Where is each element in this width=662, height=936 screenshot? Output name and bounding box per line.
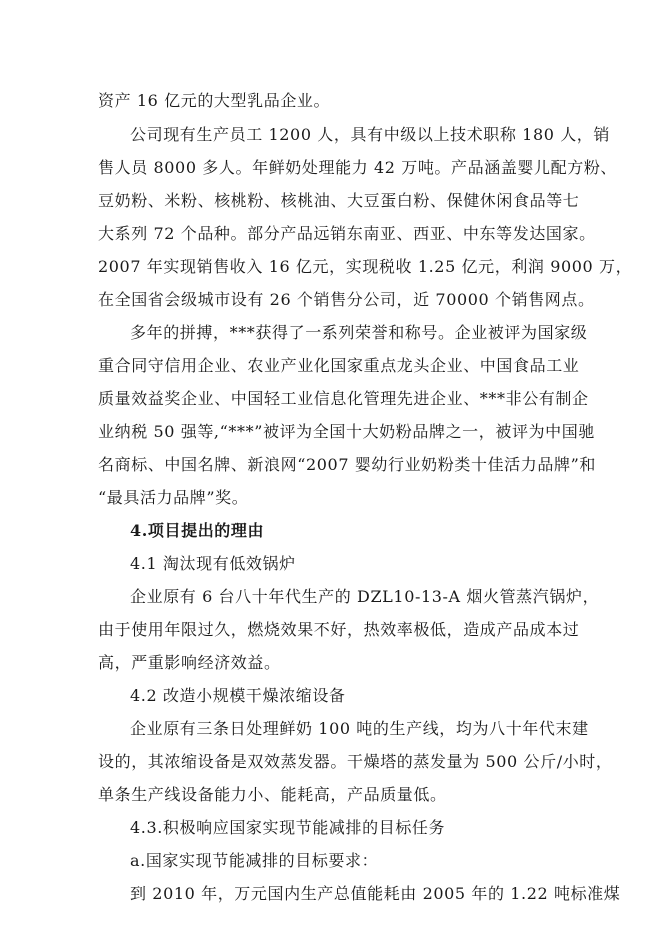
text-line: 重合同守信用企业、农业产业化国家重点龙头企业、中国食品工业 xyxy=(98,356,580,375)
text-line: 多年的拼搏，***获得了一系列荣誉和称号。企业被评为国家级 xyxy=(130,323,588,342)
text-line: “最具活力品牌”奖。 xyxy=(98,488,249,507)
subsection-heading: 4.1 淘汰现有低效锅炉 xyxy=(130,554,296,573)
text-line: 公司现有生产员工 1200 人，具有中级以上技术职称 180 人，销 xyxy=(130,125,611,144)
subsection-heading: 4.2 改造小规模干燥浓缩设备 xyxy=(130,686,346,705)
text-line: 企业原有 6 台八十年代生产的 DZL10-13-A 烟火管蒸汽锅炉， xyxy=(130,587,600,606)
section-heading: 4.项目提出的理由 xyxy=(130,521,265,540)
text-line: 2007 年实现销售收入 16 亿元，实现税收 1.25 亿元，利润 9000 万， xyxy=(98,257,633,276)
text-line: 资产 16 亿元的大型乳品企业。 xyxy=(98,91,331,110)
text-line: 设的，其浓缩设备是双效蒸发器。干燥塔的蒸发量为 500 公斤/小时， xyxy=(98,752,613,771)
text-line: 质量效益奖企业、中国轻工业信息化管理先进企业、***非公有制企 xyxy=(98,389,589,408)
text-line: 售人员 8000 多人。年鲜奶处理能力 42 万吨。产品涵盖婴儿配方粉、 xyxy=(98,158,618,177)
text-line: 由于使用年限过久，燃烧效果不好，热效率极低，造成产品成本过 xyxy=(98,620,580,639)
text-line: 大系列 72 个品种。部分产品远销东南亚、西亚、中东等发达国家。 xyxy=(98,224,596,243)
text-line: 名商标、中国名牌、新浪网“2007 婴幼行业奶粉类十佳活力品牌”和 xyxy=(98,455,596,474)
text-line: 企业原有三条日处理鲜奶 100 吨的生产线，均为八十年代末建 xyxy=(130,719,589,738)
text-line: 在全国省会级城市设有 26 个销售分公司，近 70000 个销售网点。 xyxy=(98,290,595,309)
subsection-heading: 4.3.积极响应国家实现节能减排的目标任务 xyxy=(130,818,446,837)
text-line: a.国家实现节能减排的目标要求： xyxy=(130,851,379,870)
text-line: 单条生产线设备能力小、能耗高，产品质量低。 xyxy=(98,785,447,804)
text-line: 豆奶粉、米粉、核桃粉、核桃油、大豆蛋白粉、保健休闲食品等七 xyxy=(98,191,580,210)
text-line: 高，严重影响经济效益。 xyxy=(98,653,281,672)
text-line: 业纳税 50 强等,“***”被评为全国十大奶粉品牌之一，被评为中国驰 xyxy=(98,422,595,441)
text-line: 到 2010 年，万元国内生产总值能耗由 2005 年的 1.22 吨标准煤 xyxy=(130,884,621,903)
